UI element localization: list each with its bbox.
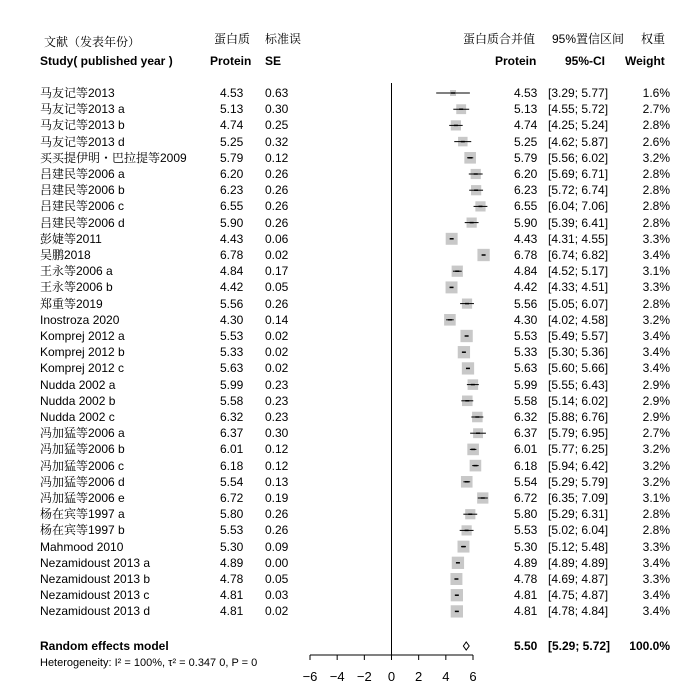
- study-se: 0.26: [265, 167, 289, 181]
- study-estimate: 5.63: [514, 361, 538, 376]
- header-protein-en: Protein: [210, 54, 252, 68]
- study-se: 0.00: [265, 555, 289, 570]
- study-se: 0.26: [265, 215, 289, 230]
- study-ci: [4.33; 4.51]: [548, 280, 609, 295]
- x-tick-label: −2: [356, 669, 372, 684]
- study-weight: 3.2%: [642, 442, 670, 457]
- study-ci: [4.31; 4.55]: [548, 231, 609, 246]
- study-estimate: 5.53: [514, 329, 538, 343]
- study-protein: 5.80: [220, 507, 244, 522]
- study-name: 马友记等2013 b: [40, 118, 125, 133]
- study-estimate: 4.81: [514, 604, 538, 619]
- header-combined-cn: 蛋白质合并值: [463, 32, 536, 46]
- study-protein: 4.84: [220, 264, 244, 279]
- study-weight: 3.4%: [642, 329, 670, 343]
- study-ci: [4.89; 4.89]: [548, 555, 609, 570]
- study-protein: 5.79: [220, 150, 244, 165]
- study-protein: 5.99: [220, 377, 244, 392]
- study-ci: [4.25; 5.24]: [548, 118, 609, 133]
- study-ci: [4.78; 4.84]: [548, 604, 609, 619]
- study-name: 马友记等2013 d: [40, 134, 125, 149]
- study-protein: 5.33: [220, 345, 244, 360]
- study-estimate: 4.43: [514, 231, 538, 246]
- study-estimate: 5.54: [514, 474, 538, 489]
- study-protein: 4.43: [220, 231, 244, 246]
- study-se: 0.23: [265, 410, 289, 424]
- study-protein: 5.53: [220, 523, 244, 538]
- study-name: 杨在宾等1997 a: [40, 507, 125, 522]
- study-name: 吴鹏2018: [40, 248, 91, 262]
- study-weight: 1.6%: [642, 86, 670, 100]
- study-se: 0.12: [265, 458, 289, 473]
- study-weight: 2.8%: [642, 167, 670, 181]
- header-se-cn: 标准误: [265, 32, 302, 46]
- model-weight: 100.0%: [629, 639, 670, 653]
- study-se: 0.63: [265, 86, 289, 100]
- study-estimate: 6.23: [514, 183, 538, 198]
- study-ci: [6.04; 7.06]: [548, 199, 609, 214]
- study-ci: [5.12; 5.48]: [548, 539, 609, 554]
- study-se: 0.17: [265, 264, 289, 279]
- study-ci: [5.02; 6.04]: [548, 523, 609, 538]
- study-ci: [5.88; 6.76]: [548, 410, 609, 424]
- study-estimate: 6.78: [514, 248, 538, 262]
- study-weight: 3.4%: [642, 555, 670, 570]
- study-ci: [4.02; 4.58]: [548, 312, 609, 327]
- study-protein: 4.81: [220, 604, 244, 619]
- study-estimate: 5.99: [514, 377, 538, 392]
- study-name: 冯加猛等2006 d: [40, 474, 125, 489]
- study-ci: [5.77; 6.25]: [548, 442, 609, 457]
- study-se: 0.23: [265, 393, 289, 408]
- study-estimate: 5.80: [514, 507, 538, 522]
- study-estimate: 4.89: [514, 555, 538, 570]
- study-weight: 3.3%: [642, 539, 670, 554]
- study-weight: 3.2%: [642, 150, 670, 165]
- study-name: 马友记等2013 a: [40, 102, 125, 117]
- x-tick-label: 4: [442, 669, 450, 684]
- study-weight: 3.2%: [642, 474, 670, 489]
- study-weight: 2.8%: [642, 183, 670, 198]
- study-estimate: 5.58: [514, 393, 538, 408]
- study-se: 0.26: [265, 296, 289, 311]
- header-se-en: SE: [265, 54, 282, 68]
- study-protein: 6.72: [220, 491, 244, 505]
- study-name: 郑重等2019: [40, 296, 103, 311]
- study-estimate: 5.33: [514, 345, 538, 360]
- study-name: Nezamidoust 2013 c: [40, 588, 150, 603]
- study-weight: 3.2%: [642, 458, 670, 473]
- study-se: 0.26: [265, 523, 289, 538]
- model-label: Random effects model: [40, 639, 169, 653]
- study-protein: 4.30: [220, 312, 244, 327]
- study-estimate: 6.32: [514, 410, 538, 424]
- study-ci: [5.55; 6.43]: [548, 377, 609, 392]
- study-protein: 6.78: [220, 248, 244, 262]
- study-ci: [4.62; 5.87]: [548, 134, 609, 149]
- study-protein: 4.42: [220, 280, 244, 295]
- study-weight: 3.3%: [642, 572, 670, 586]
- x-tick-label: 2: [415, 669, 423, 684]
- study-estimate: 5.30: [514, 539, 538, 554]
- study-se: 0.12: [265, 442, 289, 457]
- study-weight: 2.7%: [642, 102, 670, 117]
- study-estimate: 4.42: [514, 280, 538, 295]
- study-name: Nezamidoust 2013 b: [40, 572, 151, 586]
- study-protein: 4.78: [220, 572, 244, 586]
- x-tick-label: 0: [387, 669, 396, 684]
- study-protein: 5.54: [220, 474, 244, 489]
- study-name: Nezamidoust 2013 d: [40, 604, 151, 619]
- study-se: 0.02: [265, 604, 289, 619]
- study-name: 吕建民等2006 d: [40, 215, 125, 230]
- study-se: 0.06: [265, 231, 289, 246]
- study-ci: [5.30; 5.36]: [548, 345, 609, 360]
- study-estimate: 6.55: [514, 199, 538, 214]
- study-estimate: 5.56: [514, 296, 538, 311]
- study-se: 0.05: [265, 572, 289, 586]
- study-weight: 3.4%: [642, 248, 670, 262]
- study-ci: [5.29; 6.31]: [548, 507, 609, 522]
- pooled-diamond: [463, 642, 469, 650]
- study-weight: 3.4%: [642, 361, 670, 376]
- study-protein: 5.30: [220, 539, 244, 554]
- study-weight: 2.9%: [642, 377, 670, 392]
- study-weight: 2.8%: [642, 215, 670, 230]
- study-se: 0.23: [265, 377, 289, 392]
- study-name: 冯加猛等2006 b: [40, 442, 125, 457]
- x-tick-label: −4: [329, 669, 345, 684]
- study-name: 马友记等2013: [40, 86, 115, 100]
- study-protein: 4.74: [220, 118, 244, 133]
- study-name: Komprej 2012 a: [40, 329, 125, 343]
- study-ci: [3.29; 5.77]: [548, 86, 609, 100]
- study-estimate: 4.53: [514, 86, 538, 100]
- study-weight: 2.8%: [642, 199, 670, 214]
- study-name: Inostroza 2020: [40, 312, 120, 327]
- study-estimate: 5.53: [514, 523, 538, 538]
- study-se: 0.05: [265, 280, 289, 295]
- x-tick-label: −6: [302, 669, 318, 684]
- study-ci: [6.74; 6.82]: [548, 248, 609, 262]
- study-se: 0.32: [265, 134, 289, 149]
- study-se: 0.30: [265, 102, 289, 117]
- study-estimate: 6.18: [514, 458, 538, 473]
- study-estimate: 4.30: [514, 312, 538, 327]
- study-ci: [5.49; 5.57]: [548, 329, 609, 343]
- study-name: Nudda 2002 c: [40, 410, 115, 424]
- study-se: 0.02: [265, 329, 289, 343]
- study-ci: [5.39; 6.41]: [548, 215, 609, 230]
- study-ci: [5.72; 6.74]: [548, 183, 609, 198]
- study-weight: 2.7%: [642, 426, 670, 441]
- study-estimate: 5.25: [514, 134, 538, 149]
- study-estimate: 4.74: [514, 118, 538, 133]
- study-ci: [5.05; 6.07]: [548, 296, 609, 311]
- study-weight: 2.9%: [642, 410, 670, 424]
- study-protein: 5.13: [220, 102, 244, 117]
- header-protein-cn: 蛋白质: [214, 32, 251, 46]
- study-ci: [5.56; 6.02]: [548, 150, 609, 165]
- study-se: 0.14: [265, 312, 289, 327]
- header-ci-cn: 95%置信区间: [552, 32, 625, 46]
- study-name: Nezamidoust 2013 a: [40, 555, 151, 570]
- study-estimate: 6.72: [514, 491, 538, 505]
- study-name: 王永等2006 b: [40, 280, 113, 295]
- study-weight: 2.8%: [642, 523, 670, 538]
- study-ci: [5.79; 6.95]: [548, 426, 609, 441]
- study-weight: 3.4%: [642, 345, 670, 360]
- study-name: 吕建民等2006 b: [40, 183, 125, 198]
- study-ci: [6.35; 7.09]: [548, 491, 609, 505]
- study-se: 0.26: [265, 199, 289, 214]
- study-name: Nudda 2002 b: [40, 393, 116, 408]
- study-name: 冯加猛等2006 c: [40, 458, 125, 473]
- study-weight: 3.3%: [642, 231, 670, 246]
- study-protein: 5.90: [220, 215, 244, 230]
- study-protein: 6.37: [220, 426, 244, 441]
- study-protein: 6.20: [220, 167, 244, 181]
- study-se: 0.03: [265, 588, 289, 603]
- study-se: 0.26: [265, 183, 289, 198]
- study-estimate: 5.90: [514, 215, 538, 230]
- study-estimate: 4.81: [514, 588, 538, 603]
- study-protein: 5.58: [220, 393, 244, 408]
- study-estimate: 6.37: [514, 426, 538, 441]
- study-name: 冯加猛等2006 e: [40, 491, 125, 505]
- study-estimate: 5.13: [514, 102, 538, 117]
- study-ci: [5.60; 5.66]: [548, 361, 609, 376]
- study-estimate: 6.20: [514, 167, 538, 181]
- study-protein: 6.55: [220, 199, 244, 214]
- x-tick-label: 6: [469, 669, 477, 684]
- study-protein: 5.56: [220, 296, 244, 311]
- study-weight: 2.8%: [642, 507, 670, 522]
- study-protein: 4.81: [220, 588, 244, 603]
- study-weight: 3.2%: [642, 312, 670, 327]
- study-se: 0.13: [265, 474, 289, 489]
- study-name: 王永等2006 a: [40, 264, 113, 279]
- study-ci: [4.69; 4.87]: [548, 572, 609, 586]
- study-se: 0.26: [265, 507, 289, 522]
- header-weight-cn: 权重: [641, 32, 666, 46]
- study-name: 彭婕等2011: [40, 231, 102, 246]
- model-estimate: 5.50: [514, 639, 538, 653]
- study-se: 0.09: [265, 539, 289, 554]
- study-ci: [5.94; 6.42]: [548, 458, 609, 473]
- study-name: Nudda 2002 a: [40, 377, 116, 392]
- study-estimate: 4.84: [514, 264, 538, 279]
- study-estimate: 6.01: [514, 442, 538, 457]
- study-name: Mahmood 2010: [40, 539, 124, 554]
- study-protein: 6.01: [220, 442, 244, 457]
- study-se: 0.02: [265, 345, 289, 360]
- study-se: 0.02: [265, 361, 289, 376]
- study-weight: 3.1%: [642, 264, 670, 279]
- study-se: 0.12: [265, 150, 289, 165]
- study-weight: 2.6%: [642, 134, 670, 149]
- study-se: 0.30: [265, 426, 289, 441]
- study-ci: [4.52; 5.17]: [548, 264, 609, 279]
- header-combined-en: Protein: [495, 54, 537, 68]
- heterogeneity-text: Heterogeneity: I² = 100%, τ² = 0.347 0, P = 0: [40, 657, 258, 669]
- study-name: 冯加猛等2006 a: [40, 426, 125, 441]
- study-weight: 2.8%: [642, 296, 670, 311]
- study-se: 0.02: [265, 248, 289, 262]
- header-weight-en: Weight: [625, 54, 665, 68]
- header-study-en: Study( published year ): [40, 54, 173, 68]
- study-estimate: 5.79: [514, 150, 538, 165]
- header-ci-en: 95%-CI: [565, 54, 606, 68]
- study-name: Komprej 2012 c: [40, 361, 125, 376]
- study-name: 杨在宾等1997 b: [40, 523, 125, 538]
- study-estimate: 4.78: [514, 572, 538, 586]
- study-weight: 3.1%: [642, 491, 670, 505]
- study-protein: 4.89: [220, 555, 244, 570]
- study-protein: 4.53: [220, 86, 244, 100]
- study-weight: 3.4%: [642, 588, 670, 603]
- study-name: 吕建民等2006 c: [40, 199, 125, 214]
- study-se: 0.19: [265, 491, 289, 505]
- study-ci: [5.14; 6.02]: [548, 393, 609, 408]
- header-study-cn: 文献（发表年份）: [44, 35, 141, 49]
- study-protein: 6.18: [220, 458, 244, 473]
- study-protein: 5.53: [220, 329, 244, 343]
- study-name: 买买提伊明・巴拉提等2009: [40, 150, 187, 165]
- study-weight: 3.3%: [642, 280, 670, 295]
- study-name: Komprej 2012 b: [40, 345, 125, 360]
- study-se: 0.25: [265, 118, 289, 133]
- study-ci: [4.75; 4.87]: [548, 588, 609, 603]
- study-ci: [5.69; 6.71]: [548, 167, 609, 181]
- study-protein: 5.25: [220, 134, 244, 149]
- model-ci: [5.29; 5.72]: [548, 639, 611, 653]
- study-protein: 6.32: [220, 410, 244, 424]
- study-weight: 2.8%: [642, 118, 670, 133]
- study-protein: 5.63: [220, 361, 244, 376]
- study-weight: 2.9%: [642, 393, 670, 408]
- study-name: 吕建民等2006 a: [40, 167, 125, 181]
- study-protein: 6.23: [220, 183, 244, 198]
- study-ci: [5.29; 5.79]: [548, 474, 609, 489]
- study-weight: 3.4%: [642, 604, 670, 619]
- study-ci: [4.55; 5.72]: [548, 102, 609, 117]
